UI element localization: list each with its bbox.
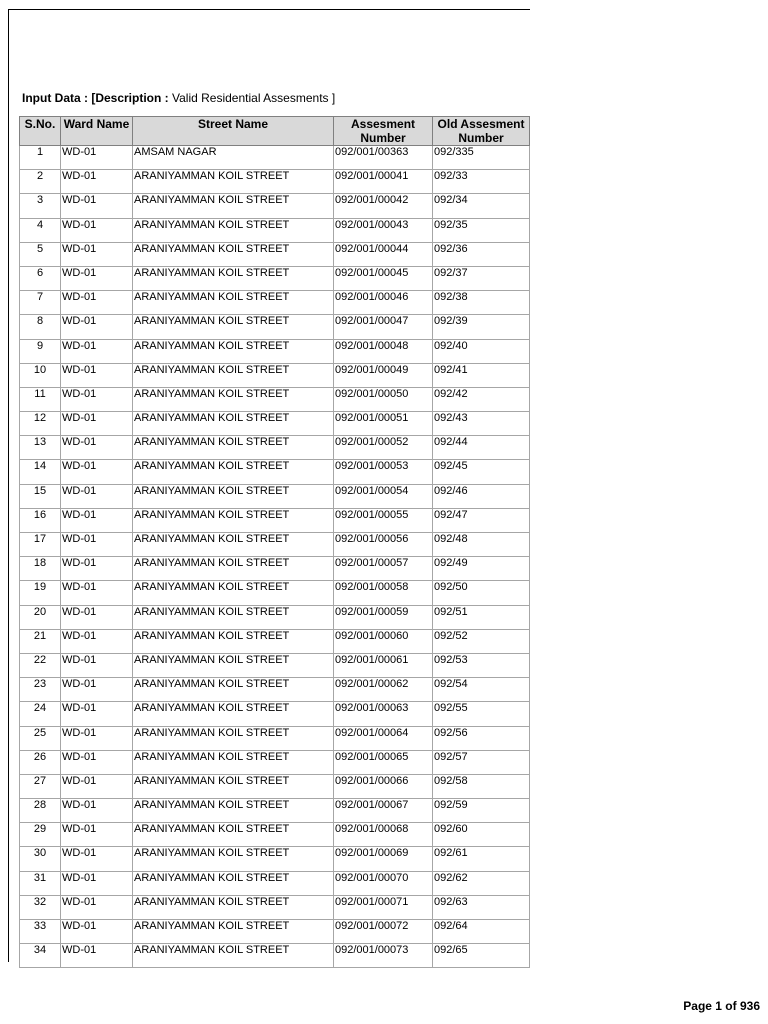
cell-assessment-number: 092/001/00061 [334, 653, 433, 677]
cell-ward-name: WD-01 [61, 266, 133, 290]
header-ward-name-label: Ward Name [63, 117, 130, 131]
cell-old-assessment-number: 092/33 [433, 170, 530, 194]
cell-old-assessment-number: 092/48 [433, 533, 530, 557]
cell-old-assessment-number: 092/58 [433, 774, 530, 798]
cell-old-assessment-number: 092/40 [433, 339, 530, 363]
cell-old-assessment-number: 092/35 [433, 218, 530, 242]
cell-assessment-number: 092/001/00058 [334, 581, 433, 605]
cell-street-name: ARANIYAMMAN KOIL STREET [133, 774, 334, 798]
cell-street-name: ARANIYAMMAN KOIL STREET [133, 387, 334, 411]
cell-street-name: ARANIYAMMAN KOIL STREET [133, 678, 334, 702]
cell-street-name: ARANIYAMMAN KOIL STREET [133, 726, 334, 750]
table-row [20, 702, 530, 726]
cell-old-assessment-number: 092/55 [433, 702, 530, 726]
cell-sno: 23 [20, 678, 61, 702]
cell-assessment-number: 092/001/00044 [334, 242, 433, 266]
cell-assessment-number: 092/001/00067 [334, 799, 433, 823]
cell-sno: 19 [20, 581, 61, 605]
cell-old-assessment-number: 092/57 [433, 750, 530, 774]
page-number: Page 1 of 936 [683, 999, 760, 1013]
cell-old-assessment-number: 092/46 [433, 484, 530, 508]
cell-old-assessment-number: 092/44 [433, 436, 530, 460]
table-row [20, 920, 530, 944]
table-row [20, 629, 530, 653]
cell-assessment-number: 092/001/00052 [334, 436, 433, 460]
cell-old-assessment-number: 092/52 [433, 629, 530, 653]
input-data-description: Valid Residential Assesments ] [172, 91, 336, 105]
page-frame-top [8, 9, 530, 10]
cell-sno: 4 [20, 218, 61, 242]
cell-assessment-number: 092/001/00065 [334, 750, 433, 774]
cell-street-name: ARANIYAMMAN KOIL STREET [133, 339, 334, 363]
table-row [20, 895, 530, 919]
page-frame-left [8, 9, 9, 962]
cell-assessment-number: 092/001/00062 [334, 678, 433, 702]
cell-sno: 8 [20, 315, 61, 339]
cell-ward-name: WD-01 [61, 412, 133, 436]
cell-street-name: ARANIYAMMAN KOIL STREET [133, 460, 334, 484]
cell-assessment-number: 092/001/00070 [334, 871, 433, 895]
table-row [20, 508, 530, 532]
cell-sno: 22 [20, 653, 61, 677]
table-row [20, 944, 530, 968]
cell-ward-name: WD-01 [61, 533, 133, 557]
cell-sno: 13 [20, 436, 61, 460]
header-assessment-number [334, 117, 433, 146]
cell-street-name: ARANIYAMMAN KOIL STREET [133, 291, 334, 315]
cell-sno: 1 [20, 146, 61, 170]
cell-assessment-number: 092/001/00056 [334, 533, 433, 557]
cell-ward-name: WD-01 [61, 339, 133, 363]
table-row [20, 315, 530, 339]
table-row [20, 339, 530, 363]
cell-street-name: ARANIYAMMAN KOIL STREET [133, 799, 334, 823]
cell-sno: 18 [20, 557, 61, 581]
header-street-name: Street Name [133, 117, 334, 146]
cell-ward-name: WD-01 [61, 581, 133, 605]
cell-street-name: ARANIYAMMAN KOIL STREET [133, 581, 334, 605]
cell-sno: 33 [20, 920, 61, 944]
header-old-assessment-number-label: Old Assesment Number [437, 117, 525, 145]
table-row [20, 871, 530, 895]
cell-old-assessment-number: 092/42 [433, 387, 530, 411]
cell-old-assessment-number: 092/50 [433, 581, 530, 605]
cell-ward-name: WD-01 [61, 315, 133, 339]
table-row [20, 653, 530, 677]
table-row [20, 678, 530, 702]
table-row [20, 726, 530, 750]
cell-ward-name: WD-01 [61, 146, 133, 170]
cell-ward-name: WD-01 [61, 605, 133, 629]
cell-assessment-number: 092/001/00053 [334, 460, 433, 484]
cell-sno: 26 [20, 750, 61, 774]
table-row [20, 823, 530, 847]
cell-ward-name: WD-01 [61, 484, 133, 508]
cell-sno: 5 [20, 242, 61, 266]
cell-street-name: ARANIYAMMAN KOIL STREET [133, 412, 334, 436]
cell-street-name: ARANIYAMMAN KOIL STREET [133, 920, 334, 944]
table-row [20, 146, 530, 170]
cell-sno: 21 [20, 629, 61, 653]
cell-sno: 16 [20, 508, 61, 532]
cell-sno: 2 [20, 170, 61, 194]
cell-sno: 12 [20, 412, 61, 436]
cell-ward-name: WD-01 [61, 920, 133, 944]
cell-sno: 7 [20, 291, 61, 315]
cell-ward-name: WD-01 [61, 871, 133, 895]
table-row [20, 387, 530, 411]
cell-assessment-number: 092/001/00064 [334, 726, 433, 750]
cell-assessment-number: 092/001/00066 [334, 774, 433, 798]
cell-old-assessment-number: 092/36 [433, 242, 530, 266]
table-row [20, 533, 530, 557]
cell-sno: 15 [20, 484, 61, 508]
cell-ward-name: WD-01 [61, 242, 133, 266]
table-row [20, 291, 530, 315]
cell-ward-name: WD-01 [61, 823, 133, 847]
cell-assessment-number: 092/001/00072 [334, 920, 433, 944]
cell-street-name: ARANIYAMMAN KOIL STREET [133, 871, 334, 895]
cell-street-name: ARANIYAMMAN KOIL STREET [133, 702, 334, 726]
cell-old-assessment-number: 092/34 [433, 194, 530, 218]
cell-ward-name: WD-01 [61, 847, 133, 871]
cell-ward-name: WD-01 [61, 460, 133, 484]
cell-ward-name: WD-01 [61, 629, 133, 653]
cell-ward-name: WD-01 [61, 170, 133, 194]
cell-street-name: ARANIYAMMAN KOIL STREET [133, 484, 334, 508]
cell-ward-name: WD-01 [61, 799, 133, 823]
cell-ward-name: WD-01 [61, 291, 133, 315]
cell-assessment-number: 092/001/00051 [334, 412, 433, 436]
cell-ward-name: WD-01 [61, 363, 133, 387]
cell-street-name: ARANIYAMMAN KOIL STREET [133, 170, 334, 194]
cell-street-name: ARANIYAMMAN KOIL STREET [133, 533, 334, 557]
cell-old-assessment-number: 092/49 [433, 557, 530, 581]
cell-street-name: ARANIYAMMAN KOIL STREET [133, 194, 334, 218]
cell-assessment-number: 092/001/00057 [334, 557, 433, 581]
cell-sno: 3 [20, 194, 61, 218]
cell-assessment-number: 092/001/00069 [334, 847, 433, 871]
table-row [20, 218, 530, 242]
cell-street-name: ARANIYAMMAN KOIL STREET [133, 315, 334, 339]
cell-assessment-number: 092/001/00045 [334, 266, 433, 290]
cell-sno: 31 [20, 871, 61, 895]
cell-old-assessment-number: 092/38 [433, 291, 530, 315]
table-body [20, 146, 530, 968]
cell-old-assessment-number: 092/53 [433, 653, 530, 677]
table-row [20, 605, 530, 629]
table-row [20, 266, 530, 290]
header-sno: S.No. [20, 117, 61, 146]
cell-street-name: ARANIYAMMAN KOIL STREET [133, 363, 334, 387]
cell-old-assessment-number: 092/56 [433, 726, 530, 750]
cell-ward-name: WD-01 [61, 750, 133, 774]
cell-assessment-number: 092/001/00363 [334, 146, 433, 170]
cell-street-name: AMSAM NAGAR [133, 146, 334, 170]
table-row [20, 557, 530, 581]
cell-street-name: ARANIYAMMAN KOIL STREET [133, 895, 334, 919]
cell-old-assessment-number: 092/45 [433, 460, 530, 484]
cell-old-assessment-number: 092/64 [433, 920, 530, 944]
cell-street-name: ARANIYAMMAN KOIL STREET [133, 823, 334, 847]
cell-assessment-number: 092/001/00046 [334, 291, 433, 315]
cell-ward-name: WD-01 [61, 702, 133, 726]
cell-street-name: ARANIYAMMAN KOIL STREET [133, 605, 334, 629]
cell-street-name: ARANIYAMMAN KOIL STREET [133, 266, 334, 290]
table-row [20, 799, 530, 823]
cell-sno: 11 [20, 387, 61, 411]
table-row [20, 412, 530, 436]
cell-sno: 27 [20, 774, 61, 798]
cell-assessment-number: 092/001/00055 [334, 508, 433, 532]
cell-street-name: ARANIYAMMAN KOIL STREET [133, 508, 334, 532]
cell-assessment-number: 092/001/00060 [334, 629, 433, 653]
cell-sno: 24 [20, 702, 61, 726]
cell-street-name: ARANIYAMMAN KOIL STREET [133, 750, 334, 774]
cell-old-assessment-number: 092/54 [433, 678, 530, 702]
cell-old-assessment-number: 092/47 [433, 508, 530, 532]
cell-old-assessment-number: 092/41 [433, 363, 530, 387]
cell-street-name: ARANIYAMMAN KOIL STREET [133, 242, 334, 266]
cell-old-assessment-number: 092/62 [433, 871, 530, 895]
table-header-row [20, 117, 530, 146]
cell-street-name: ARANIYAMMAN KOIL STREET [133, 218, 334, 242]
cell-street-name: ARANIYAMMAN KOIL STREET [133, 629, 334, 653]
cell-sno: 9 [20, 339, 61, 363]
table-row [20, 484, 530, 508]
cell-assessment-number: 092/001/00059 [334, 605, 433, 629]
cell-ward-name: WD-01 [61, 194, 133, 218]
cell-ward-name: WD-01 [61, 726, 133, 750]
header-ward-name [61, 117, 133, 146]
cell-old-assessment-number: 092/60 [433, 823, 530, 847]
cell-old-assessment-number: 092/39 [433, 315, 530, 339]
cell-assessment-number: 092/001/00043 [334, 218, 433, 242]
table-row [20, 170, 530, 194]
cell-sno: 17 [20, 533, 61, 557]
cell-sno: 32 [20, 895, 61, 919]
table-row [20, 847, 530, 871]
table-row [20, 774, 530, 798]
cell-old-assessment-number: 092/63 [433, 895, 530, 919]
cell-sno: 25 [20, 726, 61, 750]
cell-ward-name: WD-01 [61, 436, 133, 460]
cell-sno: 14 [20, 460, 61, 484]
table-row [20, 436, 530, 460]
cell-assessment-number: 092/001/00054 [334, 484, 433, 508]
cell-street-name: ARANIYAMMAN KOIL STREET [133, 436, 334, 460]
cell-sno: 34 [20, 944, 61, 968]
cell-assessment-number: 092/001/00068 [334, 823, 433, 847]
cell-old-assessment-number: 092/43 [433, 412, 530, 436]
cell-ward-name: WD-01 [61, 774, 133, 798]
cell-ward-name: WD-01 [61, 508, 133, 532]
cell-ward-name: WD-01 [61, 895, 133, 919]
cell-assessment-number: 092/001/00049 [334, 363, 433, 387]
cell-old-assessment-number: 092/61 [433, 847, 530, 871]
table-row [20, 194, 530, 218]
cell-sno: 30 [20, 847, 61, 871]
cell-ward-name: WD-01 [61, 653, 133, 677]
cell-old-assessment-number: 092/59 [433, 799, 530, 823]
cell-assessment-number: 092/001/00042 [334, 194, 433, 218]
table-row [20, 242, 530, 266]
header-old-assessment-number [433, 117, 530, 146]
input-data-line [22, 91, 335, 105]
cell-sno: 20 [20, 605, 61, 629]
cell-assessment-number: 092/001/00047 [334, 315, 433, 339]
cell-ward-name: WD-01 [61, 557, 133, 581]
cell-old-assessment-number: 092/65 [433, 944, 530, 968]
cell-street-name: ARANIYAMMAN KOIL STREET [133, 557, 334, 581]
cell-old-assessment-number: 092/37 [433, 266, 530, 290]
cell-old-assessment-number: 092/335 [433, 146, 530, 170]
cell-ward-name: WD-01 [61, 218, 133, 242]
cell-street-name: ARANIYAMMAN KOIL STREET [133, 944, 334, 968]
cell-street-name: ARANIYAMMAN KOIL STREET [133, 847, 334, 871]
cell-assessment-number: 092/001/00073 [334, 944, 433, 968]
cell-assessment-number: 092/001/00071 [334, 895, 433, 919]
cell-ward-name: WD-01 [61, 944, 133, 968]
assessment-table [19, 116, 530, 968]
cell-assessment-number: 092/001/00050 [334, 387, 433, 411]
header-assessment-number-label: Assesment Number [350, 117, 416, 145]
table-row [20, 460, 530, 484]
cell-assessment-number: 092/001/00063 [334, 702, 433, 726]
cell-sno: 29 [20, 823, 61, 847]
table-row [20, 750, 530, 774]
cell-assessment-number: 092/001/00041 [334, 170, 433, 194]
input-data-label: Input Data : [Description : [22, 91, 172, 105]
cell-assessment-number: 092/001/00048 [334, 339, 433, 363]
cell-ward-name: WD-01 [61, 678, 133, 702]
cell-old-assessment-number: 092/51 [433, 605, 530, 629]
cell-sno: 10 [20, 363, 61, 387]
table-row [20, 363, 530, 387]
cell-street-name: ARANIYAMMAN KOIL STREET [133, 653, 334, 677]
table-row [20, 581, 530, 605]
cell-ward-name: WD-01 [61, 387, 133, 411]
cell-sno: 28 [20, 799, 61, 823]
cell-sno: 6 [20, 266, 61, 290]
